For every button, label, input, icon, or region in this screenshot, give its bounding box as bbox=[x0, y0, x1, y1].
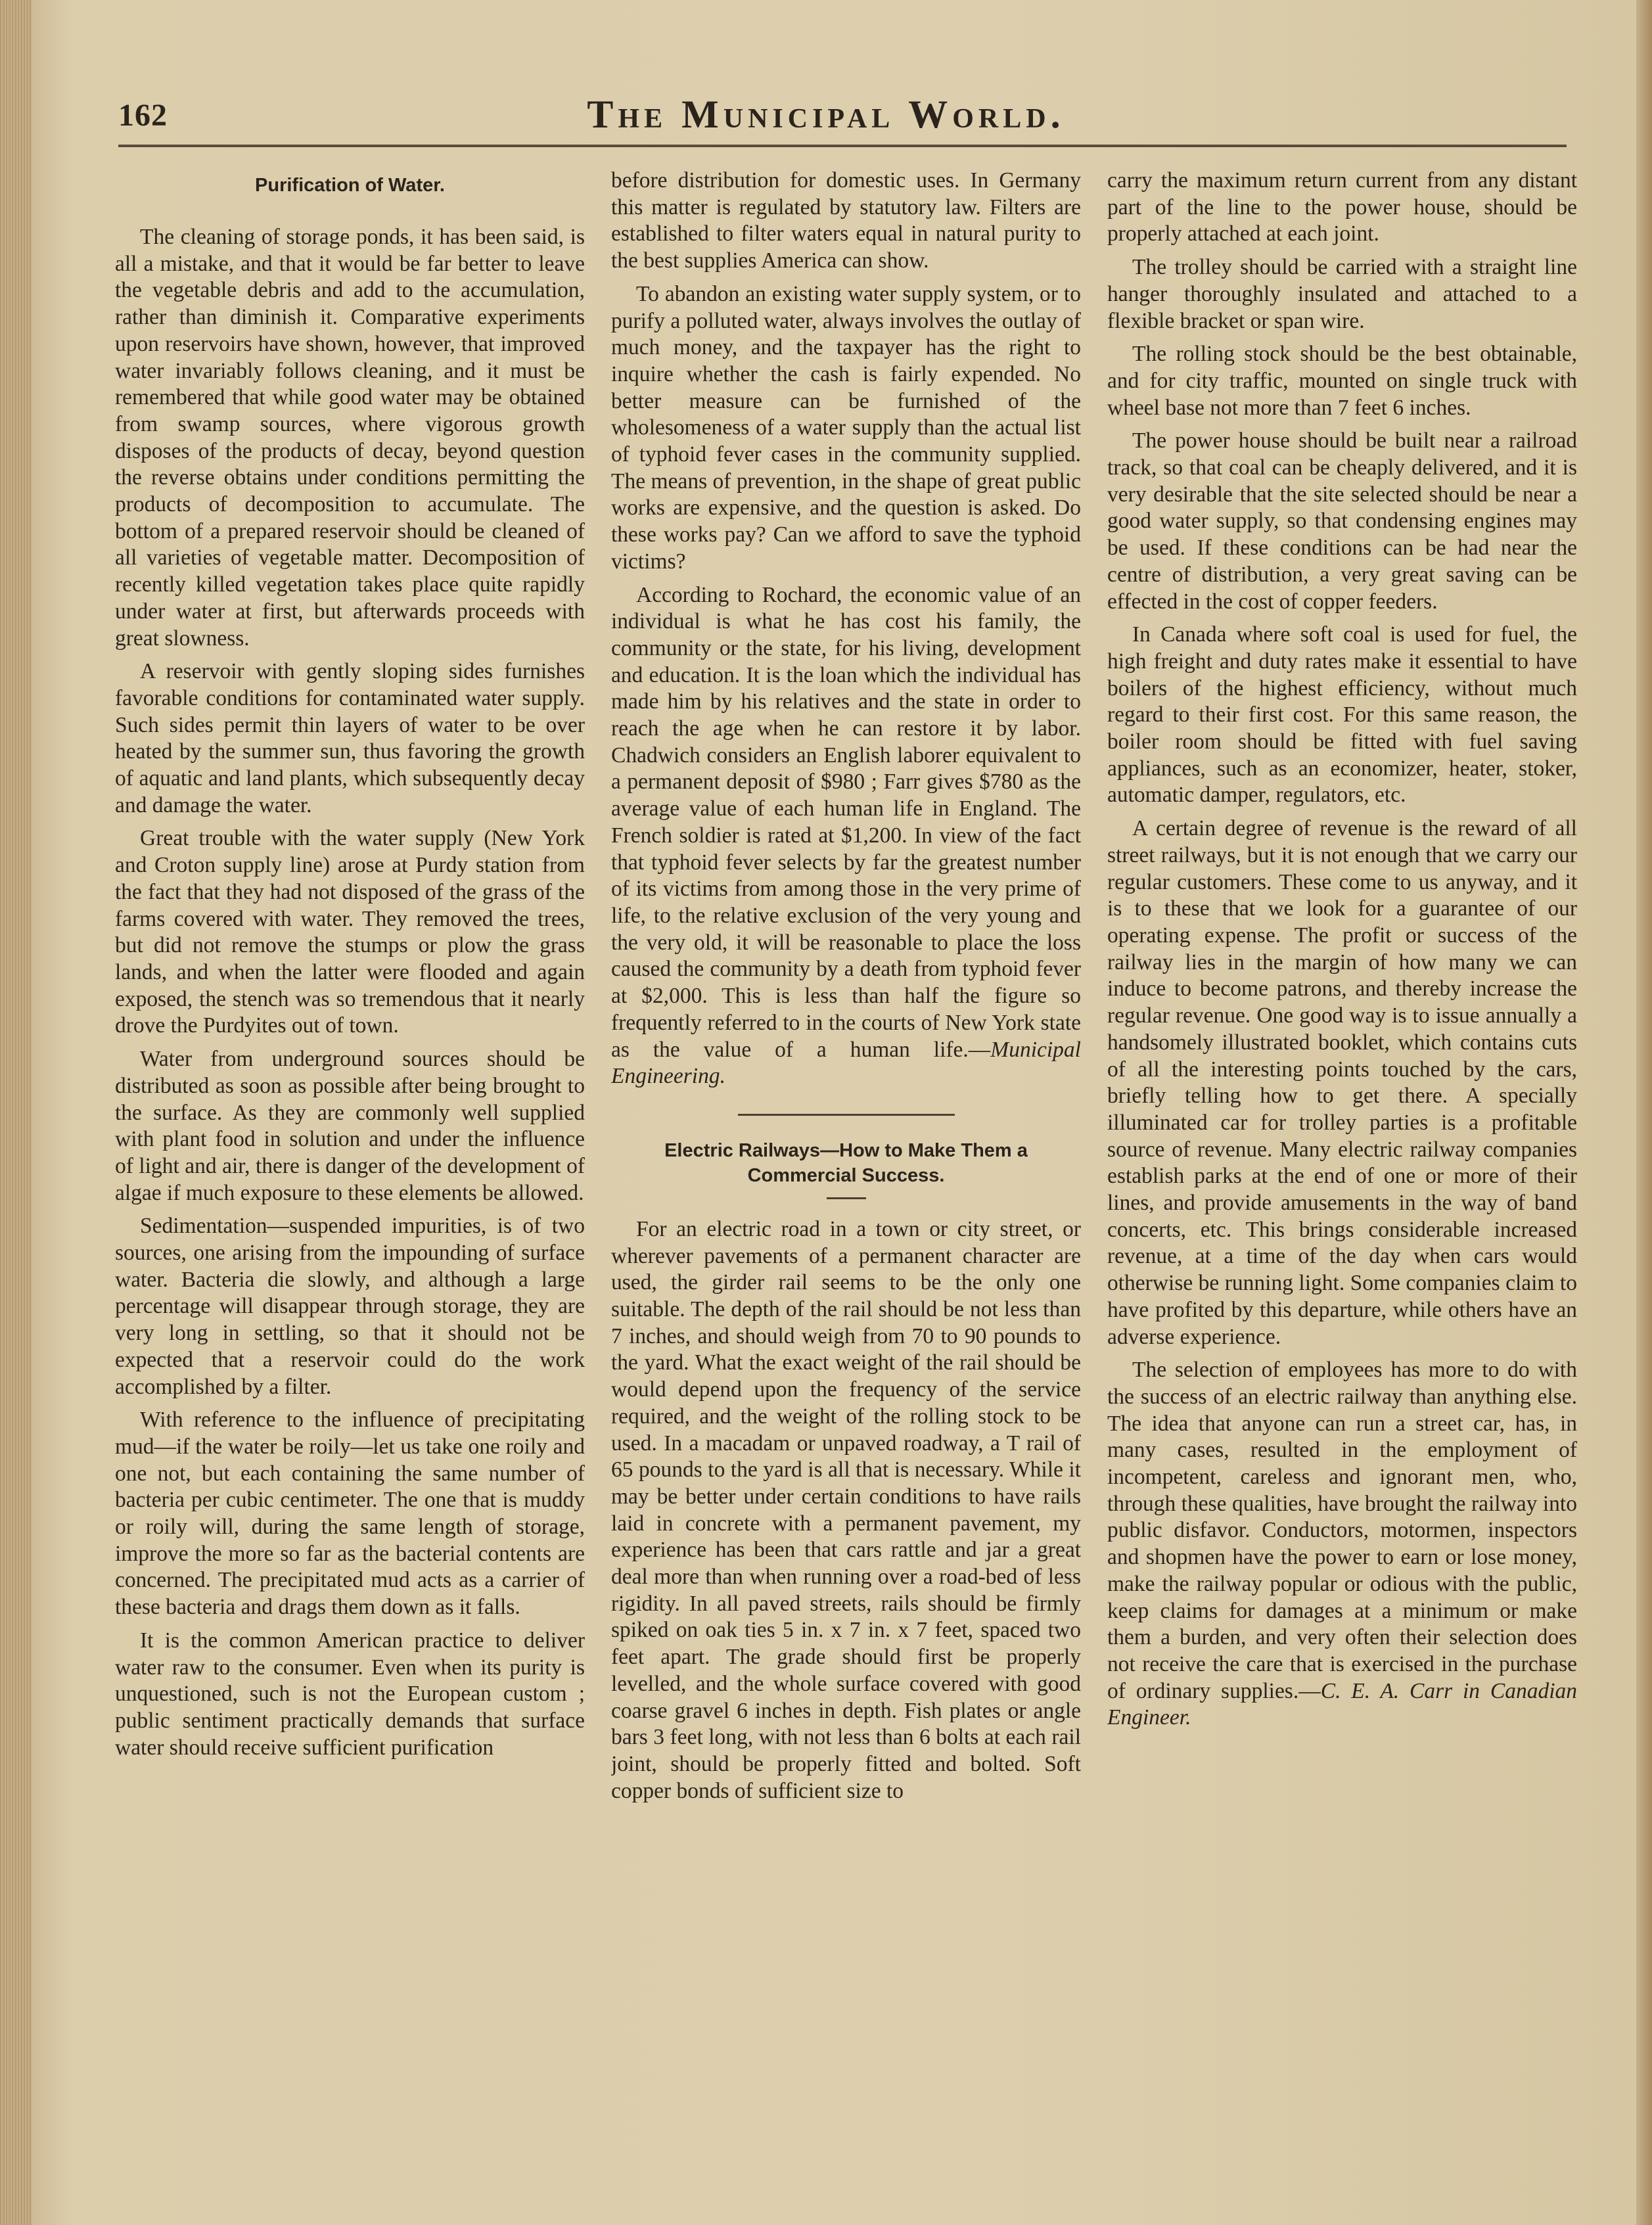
paragraph: A certain degree of revenue is the reward of all street railways, but it is not enough that we carry our regular customers. These come to us anyway, and it is to these that we look for a guarantee of our operating expense. The profit or success of the railway lies in the margin of how many we can induce to become patrons, and thereby increase the regular revenue. One good way is to issue annually a handsomely illustrated booklet, which contains cuts of all the interesting points touched by the cars, briefly telling how to get there. A specially illuminated car for trolley parties is a profitable source of revenue. Many electric railway companies establish parks at the end of one or more of their lines, and provide amusements in the way of band concerts, etc. This brings considerable increased revenue, at a time of the day when cars would otherwise be running light. Some companies claim to have profited by this departure, while others have an adverse experience. bbox=[1107, 816, 1577, 1349]
paragraph bbox=[611, 582, 1081, 1090]
article-credit: Municipal Engineering. bbox=[611, 1037, 1081, 1089]
paragraph-continued: carry the maximum return current from any distant part of the line to the power house, should be properly attached at each joint. bbox=[1107, 168, 1577, 246]
article-separator bbox=[738, 1114, 955, 1116]
page-binding-edge bbox=[0, 0, 32, 2225]
column-1 bbox=[115, 168, 585, 2191]
page-right-edge bbox=[1636, 0, 1652, 2225]
paragraph-continued: before distribution for domestic uses. In Germany this matter is regulated by statutory law. Filters are established to filter waters equal in natural purity to the best supplies America can show. bbox=[611, 168, 1081, 273]
paragraph: Great trouble with the water supply (New York and Croton supply line) arose at Purdy station from the fact that they had not disposed of the grass of the farms covered with water. They removed the trees, but did not remove the stumps or plow the grass lands, and when the latter were flooded and again exposed, the stench was so tremendous that it nearly drove the Purdyites out of town. bbox=[115, 826, 585, 1038]
paragraph: In Canada where soft coal is used for fuel, the high freight and duty rates make it essential to have boilers of the highest efficiency, without much regard to their first cost. For this same reason, the boiler room should be fitted with fuel saving appliances, such as an economizer, heater, stoker, automatic damper, regulators, etc. bbox=[1107, 622, 1577, 808]
column-2 bbox=[611, 168, 1081, 2191]
page-number: 162 bbox=[118, 98, 168, 133]
paragraph: Water from underground sources should be distributed as soon as possible after being brought to the surface. As they are commonly well supplied with plant food in solution and under the influence of light and air, there is danger of the development of algae if much exposure to these elements be allowed. bbox=[115, 1047, 585, 1205]
paragraph-text: According to Rochard, the economic value of an individual is what he has cost his family, the community or the state, for his living, development and education. It is the loan which the individual has made him by his relatives and the state in order to reach the age when he can restore it by labor. Chadwich considers an English laborer equivalent to a permanent deposit of $980 ; Farr gives $780 as the average value of each human life in England. The French soldier is rated at $1,200. In view of the fact that typhoid fever selects by far the greatest number of its victims from among those in the very prime of life, to the relative exclusion of the very young and the very old, it will be reasonable to place the loss caused the community by a death from typhoid fever at $2,000. This is less than half the figure so frequently referred to in the courts of New York state as the value of a human life.— bbox=[611, 582, 1081, 1062]
column-3 bbox=[1107, 168, 1577, 2191]
paragraph: To abandon an existing water supply system, or to purify a polluted water, always involves the outlay of much money, and the taxpayer has the right to inquire whether the cash is fairly expended. No better measure can be furnished of the wholesomeness of a water supply than the actual list of typhoid fever cases in the community supplied. The means of prevention, in the shape of great public works are expensive, and the question is asked. Do these works pay? Can we afford to save the typhoid victims? bbox=[611, 281, 1081, 574]
paragraph: A reservoir with gently sloping sides furnishes favorable conditions for contaminated water supply. Such sides permit thin layers of water to be over heated by the summer sun, thus favoring the growth of aquatic and land plants, which subsequently decay and damage the water. bbox=[115, 659, 585, 817]
paragraph: It is the common American practice to deliver water raw to the consumer. Even when its purity is unquestioned, such is not the European custom ; public sentiment practically demands that surface water should receive sufficient purification bbox=[115, 1628, 585, 1760]
title-underline-rule bbox=[827, 1197, 866, 1199]
paragraph: The trolley should be carried with a straight line hanger thoroughly insulated and attached to a flexible bracket or span wire. bbox=[1107, 255, 1577, 333]
paragraph: For an electric road in a town or city street, or wherever pavements of a permanent character are used, the girder rail seems to be the only one suitable. The depth of the rail should be not less than 7 inches, and should weigh from 70 to 90 pounds to the yard. What the exact weight of the rail should be would depend upon the frequency of the service required, and the weight of the rolling stock to be used. In a macadam or unpaved roadway, a T rail of 65 pounds to the yard is all that is necessary. While it may be better under certain conditions to have rails laid in concrete with a permanent pavement, my experience has been that cars rattle and jar a great deal more than when running over a road-bed of less rigidity. In all paved streets, rails should be firmly spiked on oak ties 5 in. x 7 in. x 7 feet, spaced two feet apart. The grade should first be properly levelled, and the whole surface covered with good coarse gravel 6 inches in depth. Fish plates or angle bars 3 feet long, with not less than 6 bolts at each rail joint, should be properly fitted and bolted. Soft copper bonds of sufficient size to bbox=[611, 1216, 1081, 1803]
paragraph-text: The selection of employees has more to do with the success of an electric railway than anything else. The idea that anyone can run a street car, has, in many cases, resulted in the employment of incompetent, careless and ignorant men, who, through these qualities, have brought the railway into public disfavor. Conductors, motormen, inspectors and shopmen have the power to earn or lose money, make the railway popular or odious with the public, keep claims for damages at a minimum or make them a burden, and very often their selection does not receive the care that is exercised in the purchase of ordinary supplies.— bbox=[1107, 1358, 1577, 1703]
header-rule bbox=[118, 145, 1567, 147]
publication-title: The Municipal World. bbox=[587, 93, 1065, 136]
paragraph: The cleaning of storage ponds, it has been said, is all a mistake, and that it would be far better to leave the vegetable debris and add to the accumulation, rather than diminish it. Comparative experiments upon reservoirs have shown, however, that improved water invariably follows cleaning, and it must be remembered that while good water may be obtained from swamp sources, where vigorous growth disposes of the products of decay, beyond question the reverse obtains under conditions permitting the products of decomposition to accumulate. The bottom of a prepared reservoir should be cleaned of all varieties of vegetable matter. Decomposition of recently killed vegetation takes place quite rapidly under water at first, but afterwards proceeds with great slowness. bbox=[115, 225, 585, 651]
text-columns bbox=[115, 168, 1577, 2191]
paragraph: With reference to the influence of precipitating mud—if the water be roily—let us take one roily and one not, but each containing the same number of bacteria per cubic centimeter. The one that is muddy or roily will, during the same length of storage, improve the more so far as the bacterial contents are concerned. The precipitated mud acts as a carrier of these bacteria and drags them down as it falls. bbox=[115, 1408, 585, 1620]
article-title-electric-railways: Electric Railways—How to Make Them a Commercial Success. bbox=[664, 1139, 1028, 1186]
paragraph: Sedimentation—suspended impurities, is of two sources, one arising from the impounding of surface water. Bacteria die slowly, and although a large percentage will disappear through storage, they are very long in settling, so that it should not be expected that a reservoir could do the work accomplished by a filter. bbox=[115, 1214, 585, 1399]
paragraph: The power house should be built near a railroad track, so that coal can be cheaply delivered, and it is very desirable that the site selected should be near a good water supply, so that condensing engines may be used. If these conditions can be had near the centre of distribution, a very great saving can be effected in the cost of copper feeders. bbox=[1107, 428, 1577, 614]
paragraph bbox=[1107, 1357, 1577, 1732]
article-title-water-purification: Purification of Water. bbox=[255, 175, 445, 196]
article-credit: C. E. A. Carr in Canadian Engineer. bbox=[1107, 1678, 1577, 1730]
paragraph: The rolling stock should be the best obtainable, and for city traffic, mounted on single truck with wheel base not more than 7 feet 6 inches. bbox=[1107, 342, 1577, 420]
